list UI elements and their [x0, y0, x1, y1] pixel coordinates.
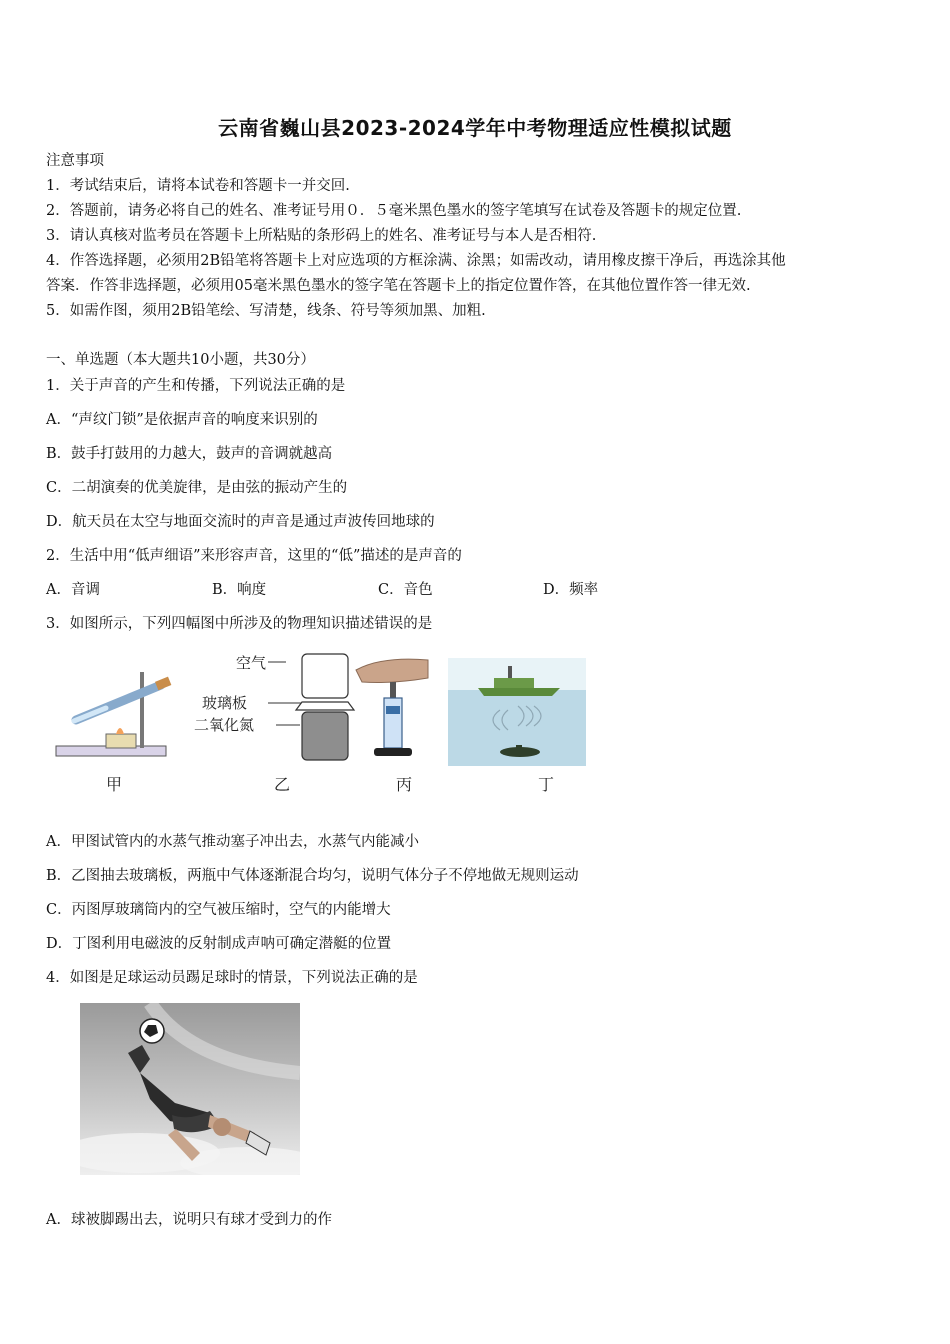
notice-item: 答案．作答非选择题，必须用05毫米黑色墨水的签字笔在答题卡上的指定位置作答，在其他位置作答一律无效.: [46, 278, 751, 294]
figure-label-jia: 甲: [106, 775, 123, 794]
question-2-option-b: B．响度: [212, 582, 267, 598]
page-title: 云南省巍山县2023-2024学年中考物理适应性模拟试题: [218, 116, 732, 140]
figure-label-bing: 丙: [396, 775, 413, 794]
label-nitrogen-dioxide: 二氧化氮: [194, 716, 255, 734]
question-3-option-b: B．乙图抽去玻璃板，两瓶中气体逐渐混合均匀，说明气体分子不停地做无规则运动: [46, 868, 579, 884]
question-1-option-b: B．鼓手打鼓用的力越大，鼓声的音调就越高: [46, 446, 333, 462]
figure-label-ding: 丁: [538, 775, 555, 794]
question-3-option-c: C．丙图厚玻璃筒内的空气被压缩时，空气的内能增大: [46, 902, 391, 918]
notice-item: 3．请认真核对监考员在答题卡上所粘贴的条形码上的姓名、准考证号与本人是否相符.: [46, 228, 597, 244]
question-2-option-a: A．音调: [46, 582, 100, 598]
question-3-figure: [46, 650, 606, 800]
question-2-stem: 2．生活中用“低声细语”来形容声音，这里的“低”描述的是声音的: [46, 548, 462, 564]
question-4-option-a: A．球被脚踢出去，说明只有球才受到力的作: [46, 1212, 332, 1228]
section-heading: 一、单选题（本大题共10小题，共30分）: [46, 352, 315, 368]
question-1-option-d: D．航天员在太空与地面交流时的声音是通过声波传回地球的: [46, 514, 435, 530]
notice-heading: 注意事项: [46, 153, 104, 169]
sonar-submarine-illustration: [448, 650, 586, 766]
notice-item: 1．考试结束后，请将本试卷和答题卡一并交回.: [46, 178, 350, 194]
question-3-option-a: A．甲图试管内的水蒸气推动塞子冲出去，水蒸气内能减小: [46, 834, 419, 850]
question-1-stem: 1．关于声音的产生和传播，下列说法正确的是: [46, 378, 346, 394]
question-3-stem: 3．如图所示，下列四幅图中所涉及的物理知识描述错误的是: [46, 616, 433, 632]
question-4-stem: 4．如图是足球运动员踢足球时的情景，下列说法正确的是: [46, 970, 418, 986]
label-air: 空气: [236, 654, 267, 672]
test-tube-steam-illustration: [46, 650, 176, 765]
notice-item: 4．作答选择题，必须用2B铅笔将答题卡上对应选项的方框涂满、涂黑；如需改动，请用橡皮擦干净后，再选涂其他: [46, 253, 786, 269]
notice-item: 5．如需作图，须用2B铅笔绘、写清楚，线条、符号等须加黑、加粗.: [46, 303, 486, 319]
question-2-option-d: D．频率: [543, 582, 599, 598]
question-1-option-a: A．“声纹门锁”是依据声音的响度来识别的: [46, 412, 318, 428]
gas-diffusion-illustration: [194, 650, 364, 768]
label-glass-plate: 玻璃板: [202, 694, 248, 712]
air-compression-illustration: [352, 650, 436, 765]
question-2-option-c: C．音色: [378, 582, 433, 598]
question-3-option-d: D．丁图利用电磁波的反射制成声呐可确定潜艇的位置: [46, 936, 392, 952]
football-player-photo: [80, 1003, 300, 1175]
question-1-option-c: C．二胡演奏的优美旋律，是由弦的振动产生的: [46, 480, 348, 496]
figure-label-yi: 乙: [274, 775, 291, 794]
notice-item: 2．答题前，请务必将自己的姓名、准考证号用０．５毫米黑色墨水的签字笔填写在试卷及答题卡的规定位置.: [46, 203, 742, 219]
